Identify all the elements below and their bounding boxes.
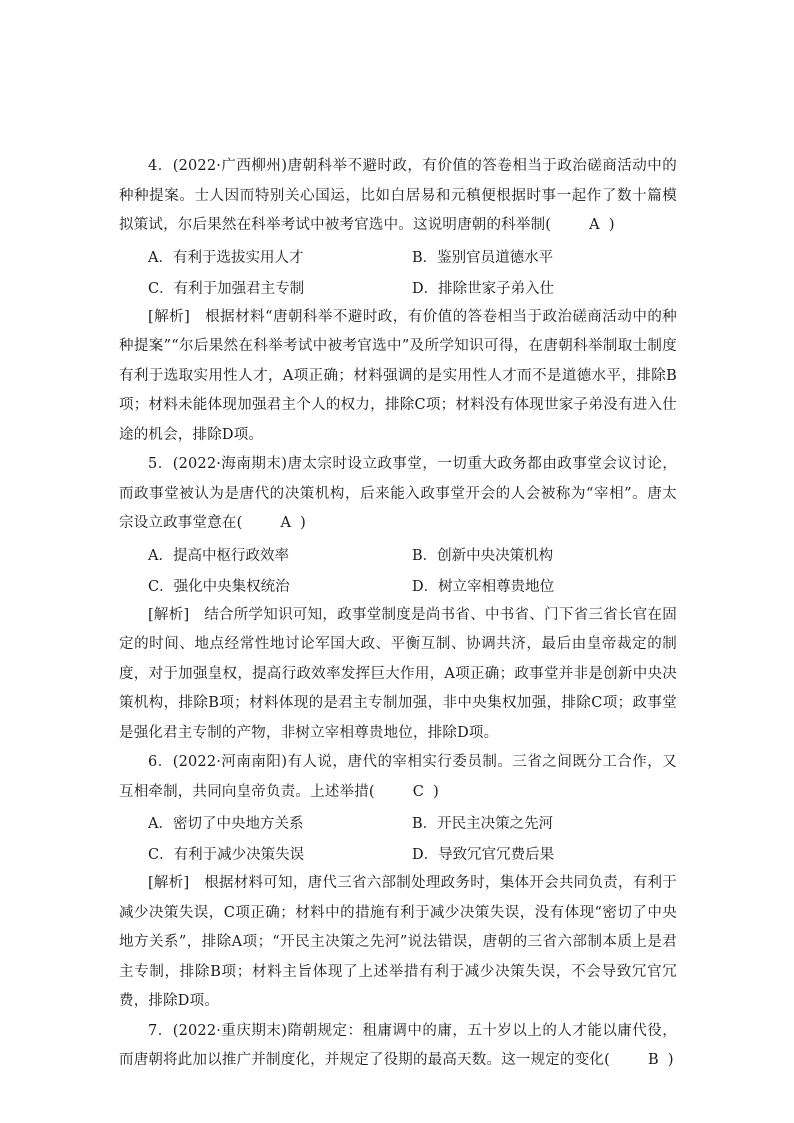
question-7-paren-close: ) <box>667 1052 674 1068</box>
option-a: A．有利于选拔实用人才 <box>148 249 304 266</box>
question-5-stem <box>119 450 677 539</box>
question-4-paren-close: ) <box>608 217 615 233</box>
document-content <box>119 152 677 1076</box>
question-4-analysis: [解析] 根据材料“唐朝科举不避时政，有价值的答卷相当于政治磋商活动中的种种提案”“尔后果然在科举考试中被考官选中”及所学知识可得，在唐朝科举制取士制度有利于选取实用性人才，A项正确；材料强调的是实用性人才而不是道德水平，排除B项；材料未能体现加强君主个人的权力，排除C项；材料没有体现世家子弟没有进入仕途的机会，排除D项。 <box>119 308 677 443</box>
question-5-text: 5．(2022·海南期末)唐太宗时设立政事堂，一切重大政务都由政事堂会议讨论，而政事堂被认为是唐代的决策机构，后来能入政事堂开会的人会被称为“宰相”。唐太宗设立政事堂意在( <box>119 456 677 531</box>
option-d: D．导致冗官冗费后果 <box>412 847 555 863</box>
option-b: B．开民主决策之先河 <box>412 816 554 832</box>
option-a: A．密切了中央地方关系 <box>148 816 304 832</box>
question-7-text: 7．(2022·重庆期末)隋朝规定：租庸调中的庸，五十岁以上的人才能以庸代役，而唐朝将此加以推广并制度化，并规定了役期的最高天数。这一规定的变化( <box>119 1022 677 1068</box>
option-d: D．树立宰相尊贵地位 <box>412 578 555 595</box>
question-6-stem <box>119 748 677 807</box>
question-5-paren-close: ) <box>300 515 306 531</box>
options-row <box>148 570 677 601</box>
question-4-stem <box>119 152 677 241</box>
question-6-analysis: [解析] 根据材料可知，唐代三省六部制处理政务时，集体开会共同负责，有利于减少决策失误，C项正确；材料中的措施有利于减少决策失误，没有体现“密切了中央地方关系”，排除A项；“开民主决策之先河”说法错误，唐朝的三省六部制本质上是君主专制，排除B项；材料主旨体现了上述举措有利于减少决策失误，不会导致冗官冗费，排除D项。 <box>119 875 677 1009</box>
option-c: C．有利于加强君主专制 <box>148 280 305 297</box>
option-b: B．鉴别官员道德水平 <box>412 249 554 266</box>
question-7-answer: B <box>647 1052 659 1068</box>
question-6-paren-close: ) <box>433 783 439 800</box>
question-4-text: 4．(2022·广西柳州)唐朝科举不避时政，有价值的答卷相当于政治磋商活动中的种种提案。士人因而特别关心国运，比如白居易和元稹便根据时事一起作了数十篇模拟策试，尔后果然在科举考试中被考官选中。这说明唐朝的科举制( <box>119 158 677 233</box>
question-5-options <box>119 539 677 601</box>
question-4-options <box>119 241 677 303</box>
option-c: C．有利于减少决策失误 <box>148 847 305 863</box>
option-b: B．创新中央决策机构 <box>412 547 554 564</box>
options-row <box>148 838 677 869</box>
options-row <box>148 807 677 838</box>
options-row <box>148 241 677 272</box>
option-d: D．排除世家子弟入仕 <box>412 280 555 297</box>
question-5-analysis: [解析] 结合所学知识可知，政事堂制度是尚书省、中书省、门下省三省长官在固定的时间、地点经常性地讨论军国大政、平衡互制、协调共济，最后由皇帝裁定的制度，对于加强皇权，提高行政效率发挥巨大作用，A项正确；政事堂并非是创新中央决策机构，排除B项；材料体现的是君主专制加强，非中央集权加强，排除C项；政事堂是强化君主专制的产物，非树立宰相尊贵地位，排除D项。 <box>119 606 677 741</box>
option-c: C．强化中央集权统治 <box>148 578 290 595</box>
options-row <box>148 272 677 303</box>
question-6-options <box>119 807 677 869</box>
question-4-answer: A <box>589 217 600 233</box>
options-row <box>148 539 677 570</box>
question-5-answer: A <box>280 515 292 531</box>
question-7-stem <box>119 1017 677 1076</box>
option-a: A．提高中枢行政效率 <box>148 547 289 564</box>
question-6-text: 6．(2022·河南南阳)有人说，唐代的宰相实行委员制。三省之间既分工合作，又互相牵制，共同向皇帝负责。上述举措( <box>119 754 677 800</box>
question-6-answer: C <box>412 783 425 800</box>
